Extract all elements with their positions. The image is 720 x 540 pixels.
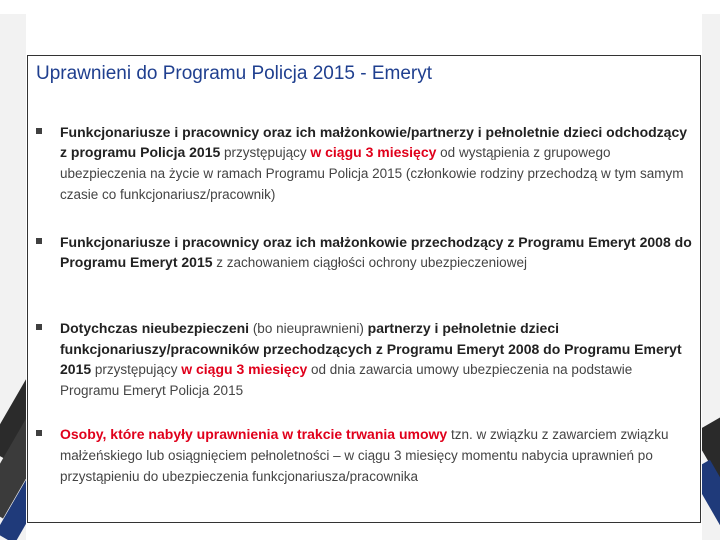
left-decor [0,14,26,540]
slide [27,55,701,523]
item-text-highlight: w ciągu 3 miesięcy [310,144,437,160]
bullet-text [60,318,692,401]
item-text: przystępujący [91,362,182,377]
right-decor [702,14,720,540]
item-text-highlight: Osoby, które nabyły uprawnienia w trakcie trwania umowy [60,426,448,442]
bullet-text [60,424,692,487]
item-text: od dnia zawarcia umowy ubezpieczenia na podstawie Programu Emeryt Policja 2015 [60,362,633,398]
slide-title: Uprawnieni do Programu Policja 2015 - Emeryt [36,63,433,84]
item-text: (bo nieuprawnieni) [249,321,368,336]
item-text-bold: partnerzy i pełnoletnie dzieci funkcjonariuszy/pracowników przechodzących z Programu Emeryt 2008 do Programu Emeryt 2015 [60,320,682,377]
item-text-bold: Dotychczas nieubezpieczeni [60,320,250,336]
bullet-icon [36,238,42,244]
bullet-text [60,122,692,205]
bullet-icon [36,324,42,330]
item-text: tzn. w związku z zawarciem związku małżeńskiego lub osiągnięciem pełnoletności – w ciągu 3 miesięcy momentu nabycia uprawnień po przystąpieniu do ubezpieczenia funkcjonariusza/pracownika [60,427,669,484]
bullet-icon [36,430,42,436]
bullet-icon [36,128,42,134]
item-text: przystępujący [220,145,311,160]
item-text: z zachowaniem ciągłości ochrony ubezpieczeniowej [212,255,527,270]
item-text: od wystąpienia z grupowego ubezpieczenia na życie w ramach Programu Policja 2015 (członkowie rodziny przechodzą w tym samym czasie co funkcjonariusz/pracownik) [60,145,684,202]
item-text-bold: Funkcjonariusze i pracownicy oraz ich małżonkowie/partnerzy i pełnoletnie dzieci odchodzący z programu Policja 2015 [60,124,688,160]
item-text-bold: Funkcjonariusze i pracownicy oraz ich małżonkowie przechodzący z Programu Emeryt 2008 do Programu Emeryt 2015 [60,234,692,270]
item-text-highlight: w ciągu 3 miesięcy [181,361,308,377]
bullet-text [60,232,692,273]
top-strip [0,0,720,14]
